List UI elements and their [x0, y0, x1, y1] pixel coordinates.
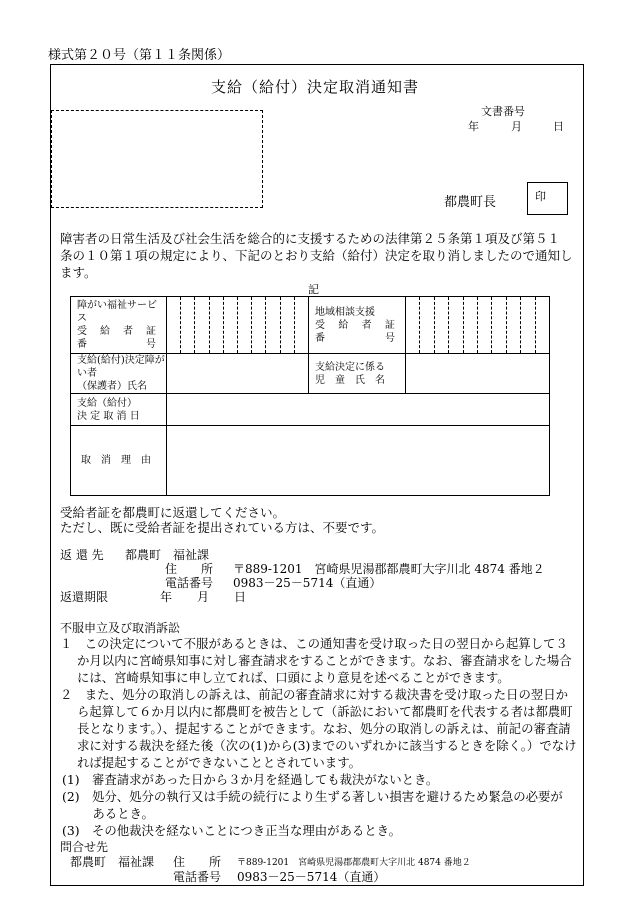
date-month: 月 — [511, 120, 522, 133]
return-tel-label: 電話番号 — [165, 576, 214, 590]
appeal-line-3: には、宮崎県知事に申し立てれば、口頭により意見を述べることができます。 — [77, 670, 510, 685]
cert-number-digits — [167, 297, 309, 354]
body-line-2: 条の１０第１項の規定により、下記のとおり支給（給付）決定を取り消しましたので通知し — [60, 248, 573, 263]
date-day: 日 — [553, 120, 564, 133]
deadline-year: 年 — [160, 590, 173, 604]
deadline-day: 日 — [234, 590, 247, 604]
return-address: 〒889-1201 宮崎県児湯郡都農町大字川北 4874 番地２ — [233, 562, 545, 576]
appeal-line-6: 長となります。）、提起することができます。なお、処分の取消しの訴えは、前記の審査請 — [77, 721, 571, 736]
return-to-org: 都農町 福祉課 — [125, 548, 210, 562]
appeal-line-1: １ この決定について不服があるときは、この通知書を受け取った日の翌日から起算して３ — [60, 636, 568, 651]
seal-box — [527, 182, 568, 215]
cancel-date-value — [167, 394, 550, 426]
recipient-address-box — [51, 110, 263, 208]
body-line-3: ます。 — [60, 265, 97, 280]
child-name-value — [406, 354, 550, 394]
appeal-line-8: れば提起することができないこととされています。 — [77, 755, 361, 770]
appeal-line-9: (1) 審査請求があった日から３か月を経過しても裁決がないとき。 — [62, 772, 439, 787]
contact-address: 〒889-1201 宮崎県児湯郡都農町大字川北 4874 番地２ — [237, 858, 471, 868]
document-title: 支給（給付）決定取消通知書 — [210, 78, 419, 96]
deadline-month: 月 — [197, 590, 210, 604]
cert-number-label: 障がい福祉サービス 受 給 者 証 番 号 — [71, 297, 167, 354]
child-name-label: 支給決定に係る 児 童 氏 名 — [309, 354, 406, 394]
appeal-line-4: ２ また、処分の取消しの訴えは、前記の審査請求に対する裁決書を受け取った日の翌日か — [60, 687, 569, 702]
appeal-line-10: (2) 処分、処分の執行又は手続の続行により生ずる著しい損害を避けるため緊急の必要が — [62, 789, 563, 804]
return-to-label: 返 還 先 — [60, 548, 104, 562]
ki-mark: 記 — [308, 283, 319, 296]
contact-address-label: 住 所 — [173, 855, 222, 869]
cancel-reason-label: 取 消 理 由 — [71, 426, 167, 496]
contact-tel-label: 電話番号 — [173, 870, 222, 884]
appeal-line-2: か月以内に宮崎県知事に対し審査請求をすることができます。なお、審査請求をした場合 — [77, 653, 572, 668]
cancel-reason-value — [167, 426, 550, 496]
body-line-1: 障害者の日常生活及び社会生活を総合的に支援するための法律第２５条第１項及び第５１ — [60, 231, 561, 246]
consult-number-label: 地域相談支援 受 給 者 証 番 号 — [309, 297, 406, 354]
date-year: 年 — [468, 120, 479, 133]
appeal-line-12: (3) その他裁決を経ないことにつき正当な理由があるとき。 — [62, 823, 401, 838]
contact-org: 都農町 福祉課 — [70, 855, 155, 869]
return-tel: 0983－25－5714（直通） — [233, 576, 382, 590]
return-note-1: 受給者証を都農町に返還してください。 — [60, 505, 286, 520]
document-number-label: 文書番号 — [481, 105, 525, 118]
appeal-line-7: 求に対する裁決を経た後（次の(1)から(3)までのいずれかに該当するときを除く。）でなけ — [77, 738, 577, 753]
cancellation-table — [70, 296, 550, 496]
return-note-2: ただし、既に受給者証を提出されている方は、不要です。 — [60, 520, 385, 535]
appeal-heading: 不服申立及び取消訴訟 — [60, 621, 181, 635]
appeal-line-11: あるとき。 — [80, 806, 154, 821]
contact-tel: 0983－25－5714（直通） — [237, 870, 386, 884]
seal-mark: 印 — [535, 190, 546, 203]
contact-heading: 問合せ先 — [60, 840, 109, 854]
deadline-label: 返還期限 — [60, 590, 109, 604]
recipient-name-value — [167, 354, 309, 394]
mayor-label: 都農町長 — [444, 195, 497, 210]
cancel-date-label: 支給（給付） 決 定 取 消 日 — [71, 394, 167, 426]
return-address-label: 住 所 — [165, 562, 214, 576]
consult-number-digits — [406, 297, 550, 354]
recipient-name-label: 支給(給付)決定障がい者 （保護者）氏名 — [71, 354, 167, 394]
appeal-line-5: ら起算して６か月以内に都農町を被告として（訴訟において都農町を代表する者は都農町 — [77, 704, 573, 719]
form-number: 様式第２０号（第１１条関係） — [48, 48, 231, 63]
